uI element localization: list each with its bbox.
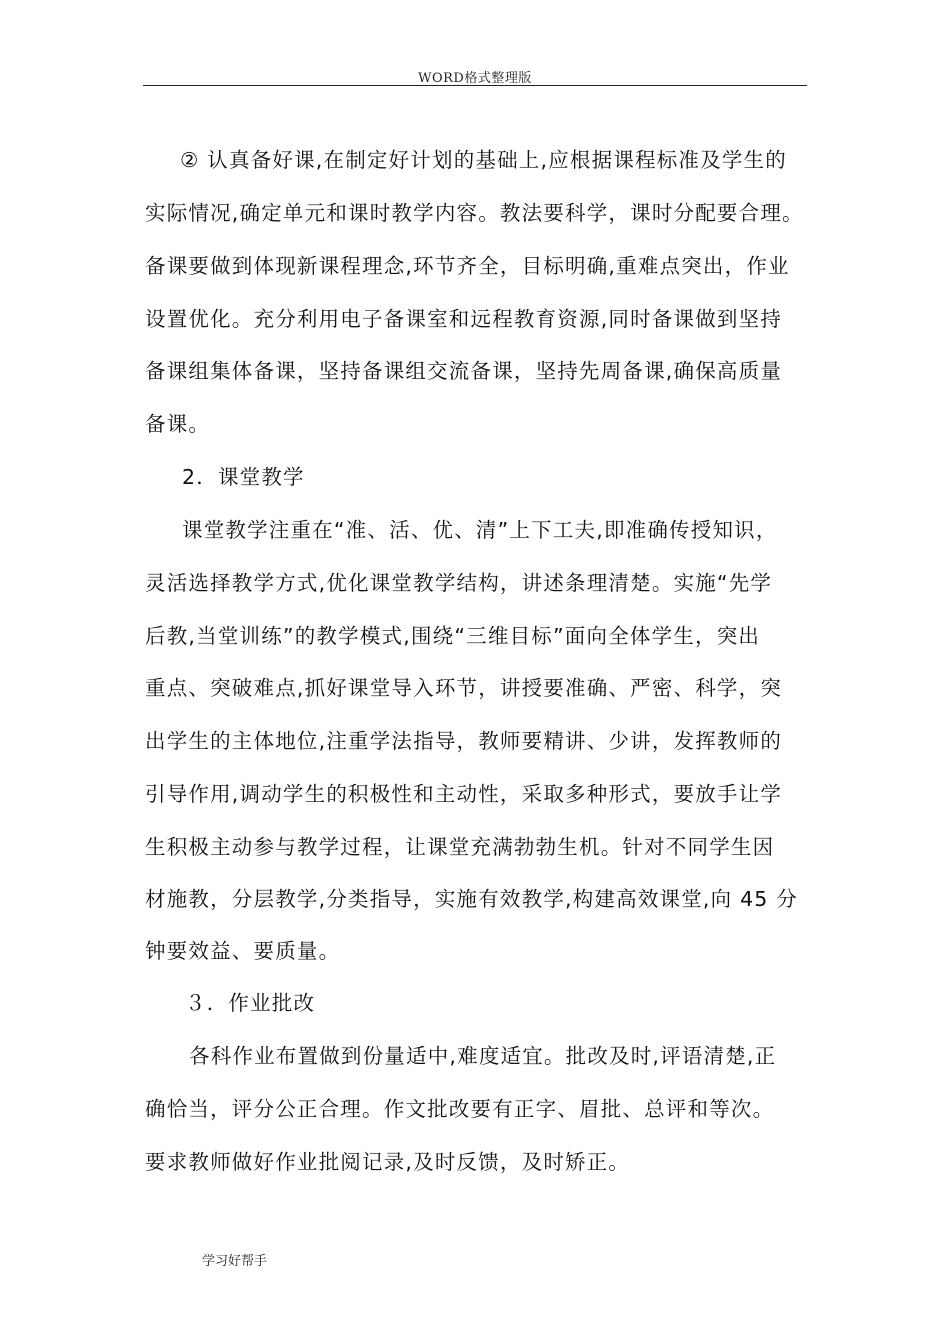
page-footer: 学习好帮手: [202, 1254, 268, 1269]
paragraph-line: 实际情况,确定单元和课时教学内容。教法要科学，课时分配要合理。: [145, 201, 804, 225]
paragraph-line: 重点、突破难点,抓好课堂导入环节，讲授要准确、严密、科学，突: [145, 676, 783, 700]
paragraph-line: 材施教，分层教学,分类指导，实施有效教学,构建高效课堂,向 45 分: [145, 887, 798, 911]
paragraph-line: 引导作用,调动学生的积极性和主动性，采取多种形式，要放手让学: [145, 782, 783, 806]
header-divider: [143, 85, 807, 86]
paragraph-line: 生积极主动参与教学过程，让课堂充满勃勃生机。针对不同学生因: [145, 835, 775, 859]
section-heading: ３．作业批改: [185, 991, 316, 1015]
paragraph-line: 备课要做到体现新课程理念,环节齐全，目标明确,重难点突出，作业: [145, 254, 790, 278]
section-heading: 2．课堂教学: [182, 465, 305, 489]
paragraph-line: 备课。: [145, 412, 211, 436]
paragraph-line: 要求教师做好作业批阅记录,及时反馈，及时矫正。: [145, 1150, 631, 1174]
paragraph-line: 设置优化。充分利用电子备课室和远程教育资源,同时备课做到坚持: [145, 307, 783, 331]
paragraph-line: 备课组集体备课，坚持备课组交流备课，坚持先周备课,确保高质量: [145, 359, 783, 383]
page-header: WORD格式整理版: [418, 71, 532, 86]
paragraph-line: 后教,当堂训练”的教学模式,围绕“三维目标”面向全体学生，突出: [145, 624, 761, 648]
paragraph-line: 出学生的主体地位,注重学法指导，教师要精讲、少讲，发挥教师的: [145, 729, 783, 753]
paragraph-line: 确恰当，评分公正合理。作文批改要有正字、眉批、总评和等次。: [145, 1097, 775, 1121]
paragraph-line: 钟要效益、要质量。: [145, 939, 341, 963]
paragraph-line: 灵活选择教学方式,优化课堂教学结构，讲述条理清楚。实施“先学: [145, 571, 773, 595]
paragraph-line: ② 认真备好课,在制定好计划的基础上,应根据课程标准及学生的: [180, 148, 787, 172]
paragraph-line: 各科作业布置做到份量适中,难度适宜。批改及时,评语清楚,正: [189, 1044, 777, 1068]
paragraph-line: 课堂教学注重在“准、活、优、清”上下工夫,即准确传授知识，: [182, 518, 778, 542]
